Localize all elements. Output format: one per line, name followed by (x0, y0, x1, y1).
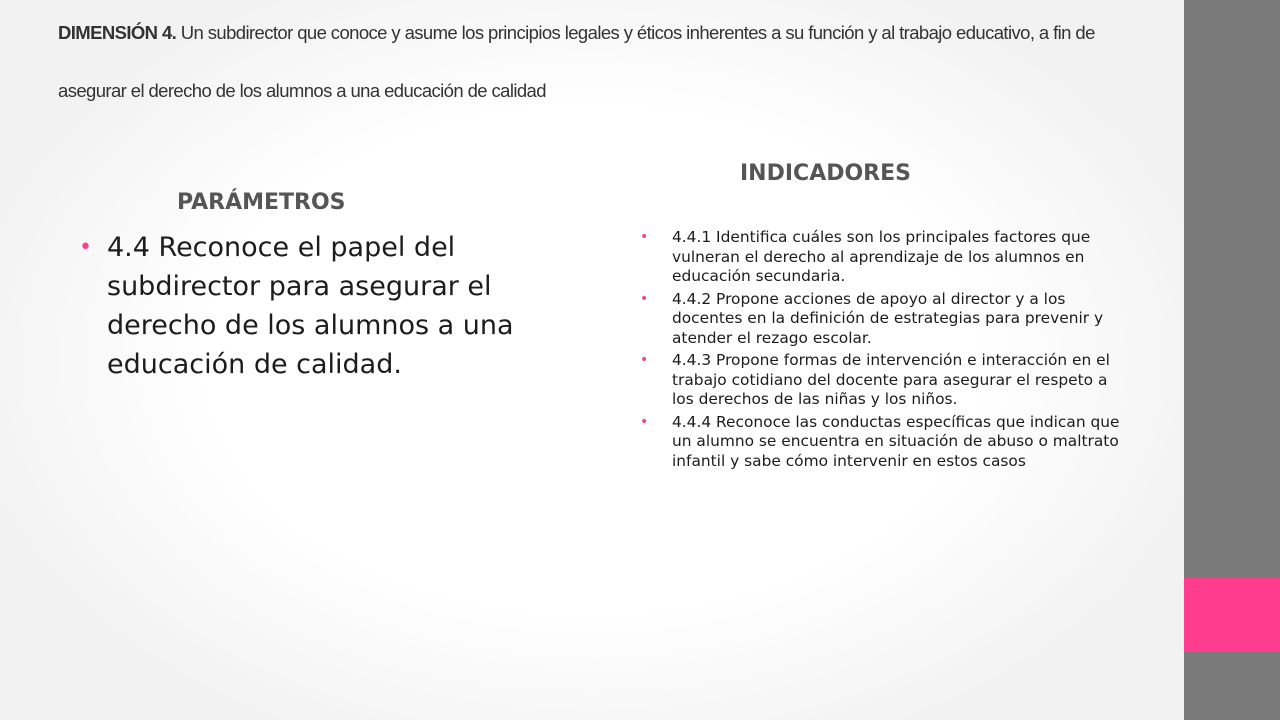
indicadores-list (640, 228, 1120, 474)
indicadores-title: INDICADORES (740, 161, 911, 186)
parametros-list (76, 228, 546, 384)
indicador-text: 4.4.3 Propone formas de intervención e interacción en el trabajo cotidiano del docente para asegurar el respeto a los derechos de las niñas y los niños. (672, 351, 1110, 408)
dimension-text: Un subdirector que conoce y asume los principios legales y éticos inherentes a su función y al trabajo educativo, a fin de asegurar el derecho de los alumnos a una educación de calidad (58, 22, 1095, 101)
indicador-text: 4.4.1 Identifica cuáles son los principales factores que vulneran el derecho al aprendizaje de los alumnos en educación secundaria. (672, 228, 1091, 285)
side-accent (1184, 578, 1280, 652)
bullet-icon: • (79, 235, 92, 260)
bullet-icon: • (640, 352, 649, 368)
indicador-item (640, 413, 1120, 472)
indicador-text: 4.4.4 Reconoce las conductas específicas que indican que un alumno se encuentra en situación de abuso o maltrato infantil y sabe cómo intervenir en estos casos (672, 412, 1120, 470)
parametros-title: PARÁMETROS (177, 190, 346, 215)
bullet-icon: • (640, 290, 649, 307)
dimension-label: DIMENSIÓN 4. (58, 22, 177, 43)
parametro-text: 4.4 Reconoce el papel del subdirector para asegurar el derecho de los alumnos a una educación de calidad. (107, 232, 514, 380)
indicador-item (640, 290, 1120, 349)
indicador-item (640, 351, 1120, 410)
parametro-item (76, 228, 546, 384)
dimension-heading (58, 4, 1148, 120)
indicador-text: 4.4.2 Propone acciones de apoyo al director y a los docentes en la definición de estrategias para prevenir y atender el rezago escolar. (672, 289, 1104, 347)
bullet-icon: • (640, 229, 649, 245)
bullet-icon: • (640, 413, 649, 430)
indicador-item (640, 228, 1120, 287)
